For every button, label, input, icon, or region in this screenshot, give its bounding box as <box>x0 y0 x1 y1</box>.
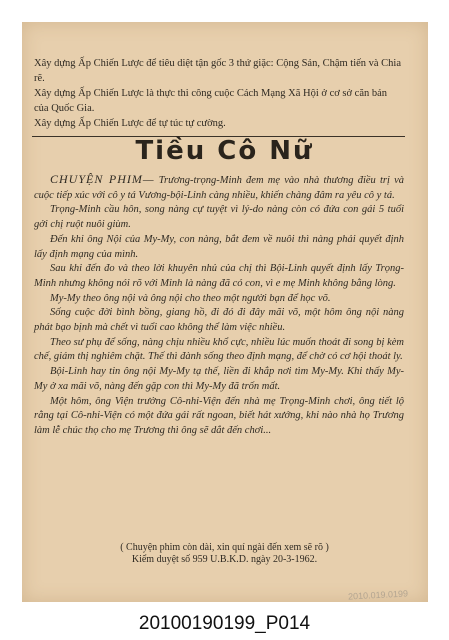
image-caption: 20100190199_P014 <box>138 613 311 634</box>
story-paragraph: Sau khi đến đo và theo lời khuyên nhủ của chị thì Bội-Linh quyết định lấy Trọng-Minh nhưng không nói rõ với Minh là nàng đã có con, vì e mẹ Minh không bằng lòng. <box>34 263 404 289</box>
story-paragraph: Một hôm, ông Viện trưởng Cô-nhi-Viện đến nhà mẹ Trọng-Minh chơi, ông tiết lộ rằng tại Cô-nhi-Viện có một đứa gái rất ngoan, biết hát xướng, khi nào nhà họ Trương làm lễ chúc thọ cho mẹ Trương thì ông sẽ dắt đến chơi... <box>34 395 404 436</box>
slogan-line: Xây dựng Ấp Chiến Lược là thực thi công cuộc Cách Mạng Xã Hội ở cơ sở căn bản của Quốc Gia. <box>34 88 388 114</box>
archive-pencil-mark: 2010.019.0199 <box>347 588 409 602</box>
story-paragraph: Theo sư phụ để sống, nàng chịu nhiều khổ cực, nhiều lúc muốn thoát đi song bị kèm chế, giám thị nghiêm chặt. Thế thì đành sống theo định mạng, để chờ có cơ hội thoát ly. <box>34 336 404 363</box>
story-paragraph: Đến khi ông Nội của My-My, con nàng, bắt đem về nuôi thì nàng phải quyết định lấy định mạng của mình. <box>34 233 404 260</box>
story-lead: CHUYỆN PHIM— <box>50 172 155 186</box>
continuation-note: ( Chuyện phim còn dài, xin quí ngài đến xem sẽ rõ ) <box>120 542 329 553</box>
story-paragraph: My-My theo ông nội và ông nội cho theo một người bạn để học võ. <box>50 292 331 304</box>
slogan-line: Xây dựng Ấp Chiến Lược để tiêu diệt tận gốc 3 thứ giặc: Cộng Sản, Chậm tiến và Chia rẽ. <box>34 58 402 84</box>
censorship-notice: Kiểm duyệt số 959 U.B.K.D. ngày 20-3-1962. <box>131 554 318 565</box>
film-title: Tiều Cô Nữ <box>135 136 314 166</box>
story-paragraph: Sống cuộc đời bình bồng, giang hồ, đi đó đi đây mãi võ, một hôm ông nội nàng phát bạo bịnh mà chết vì tuổi cao không thể làm việc nhiều. <box>34 307 404 334</box>
story-paragraph: Bội-Linh hay tin ông nội My-My tạ thế, liền đi khắp nơi tìm My-My. Khi thấy My-My ở xa mãi võ, nàng đến gặp con thì My-My đã trốn mất. <box>34 366 404 392</box>
slogan-block <box>34 56 402 131</box>
story-synopsis <box>34 172 404 439</box>
story-paragraph: CHUYỆN PHIM— Trương-trọng-Minh đem mẹ vào nhà thương điều trị và cuộc tiếp xúc với cô y tá Vương-bội-Linh càng nhiều, khiến chàng đâm ra yêu cô y tá. <box>34 172 404 201</box>
slogan-line: Xây dựng Ấp Chiến Lược để tự túc tự cường. <box>34 118 226 129</box>
story-paragraph: Trọng-Minh cầu hôn, song nàng cự tuyệt vì lý-do nàng còn có đứa con gái 5 tuổi gởi chị ruột nuôi giùm. <box>34 204 404 231</box>
